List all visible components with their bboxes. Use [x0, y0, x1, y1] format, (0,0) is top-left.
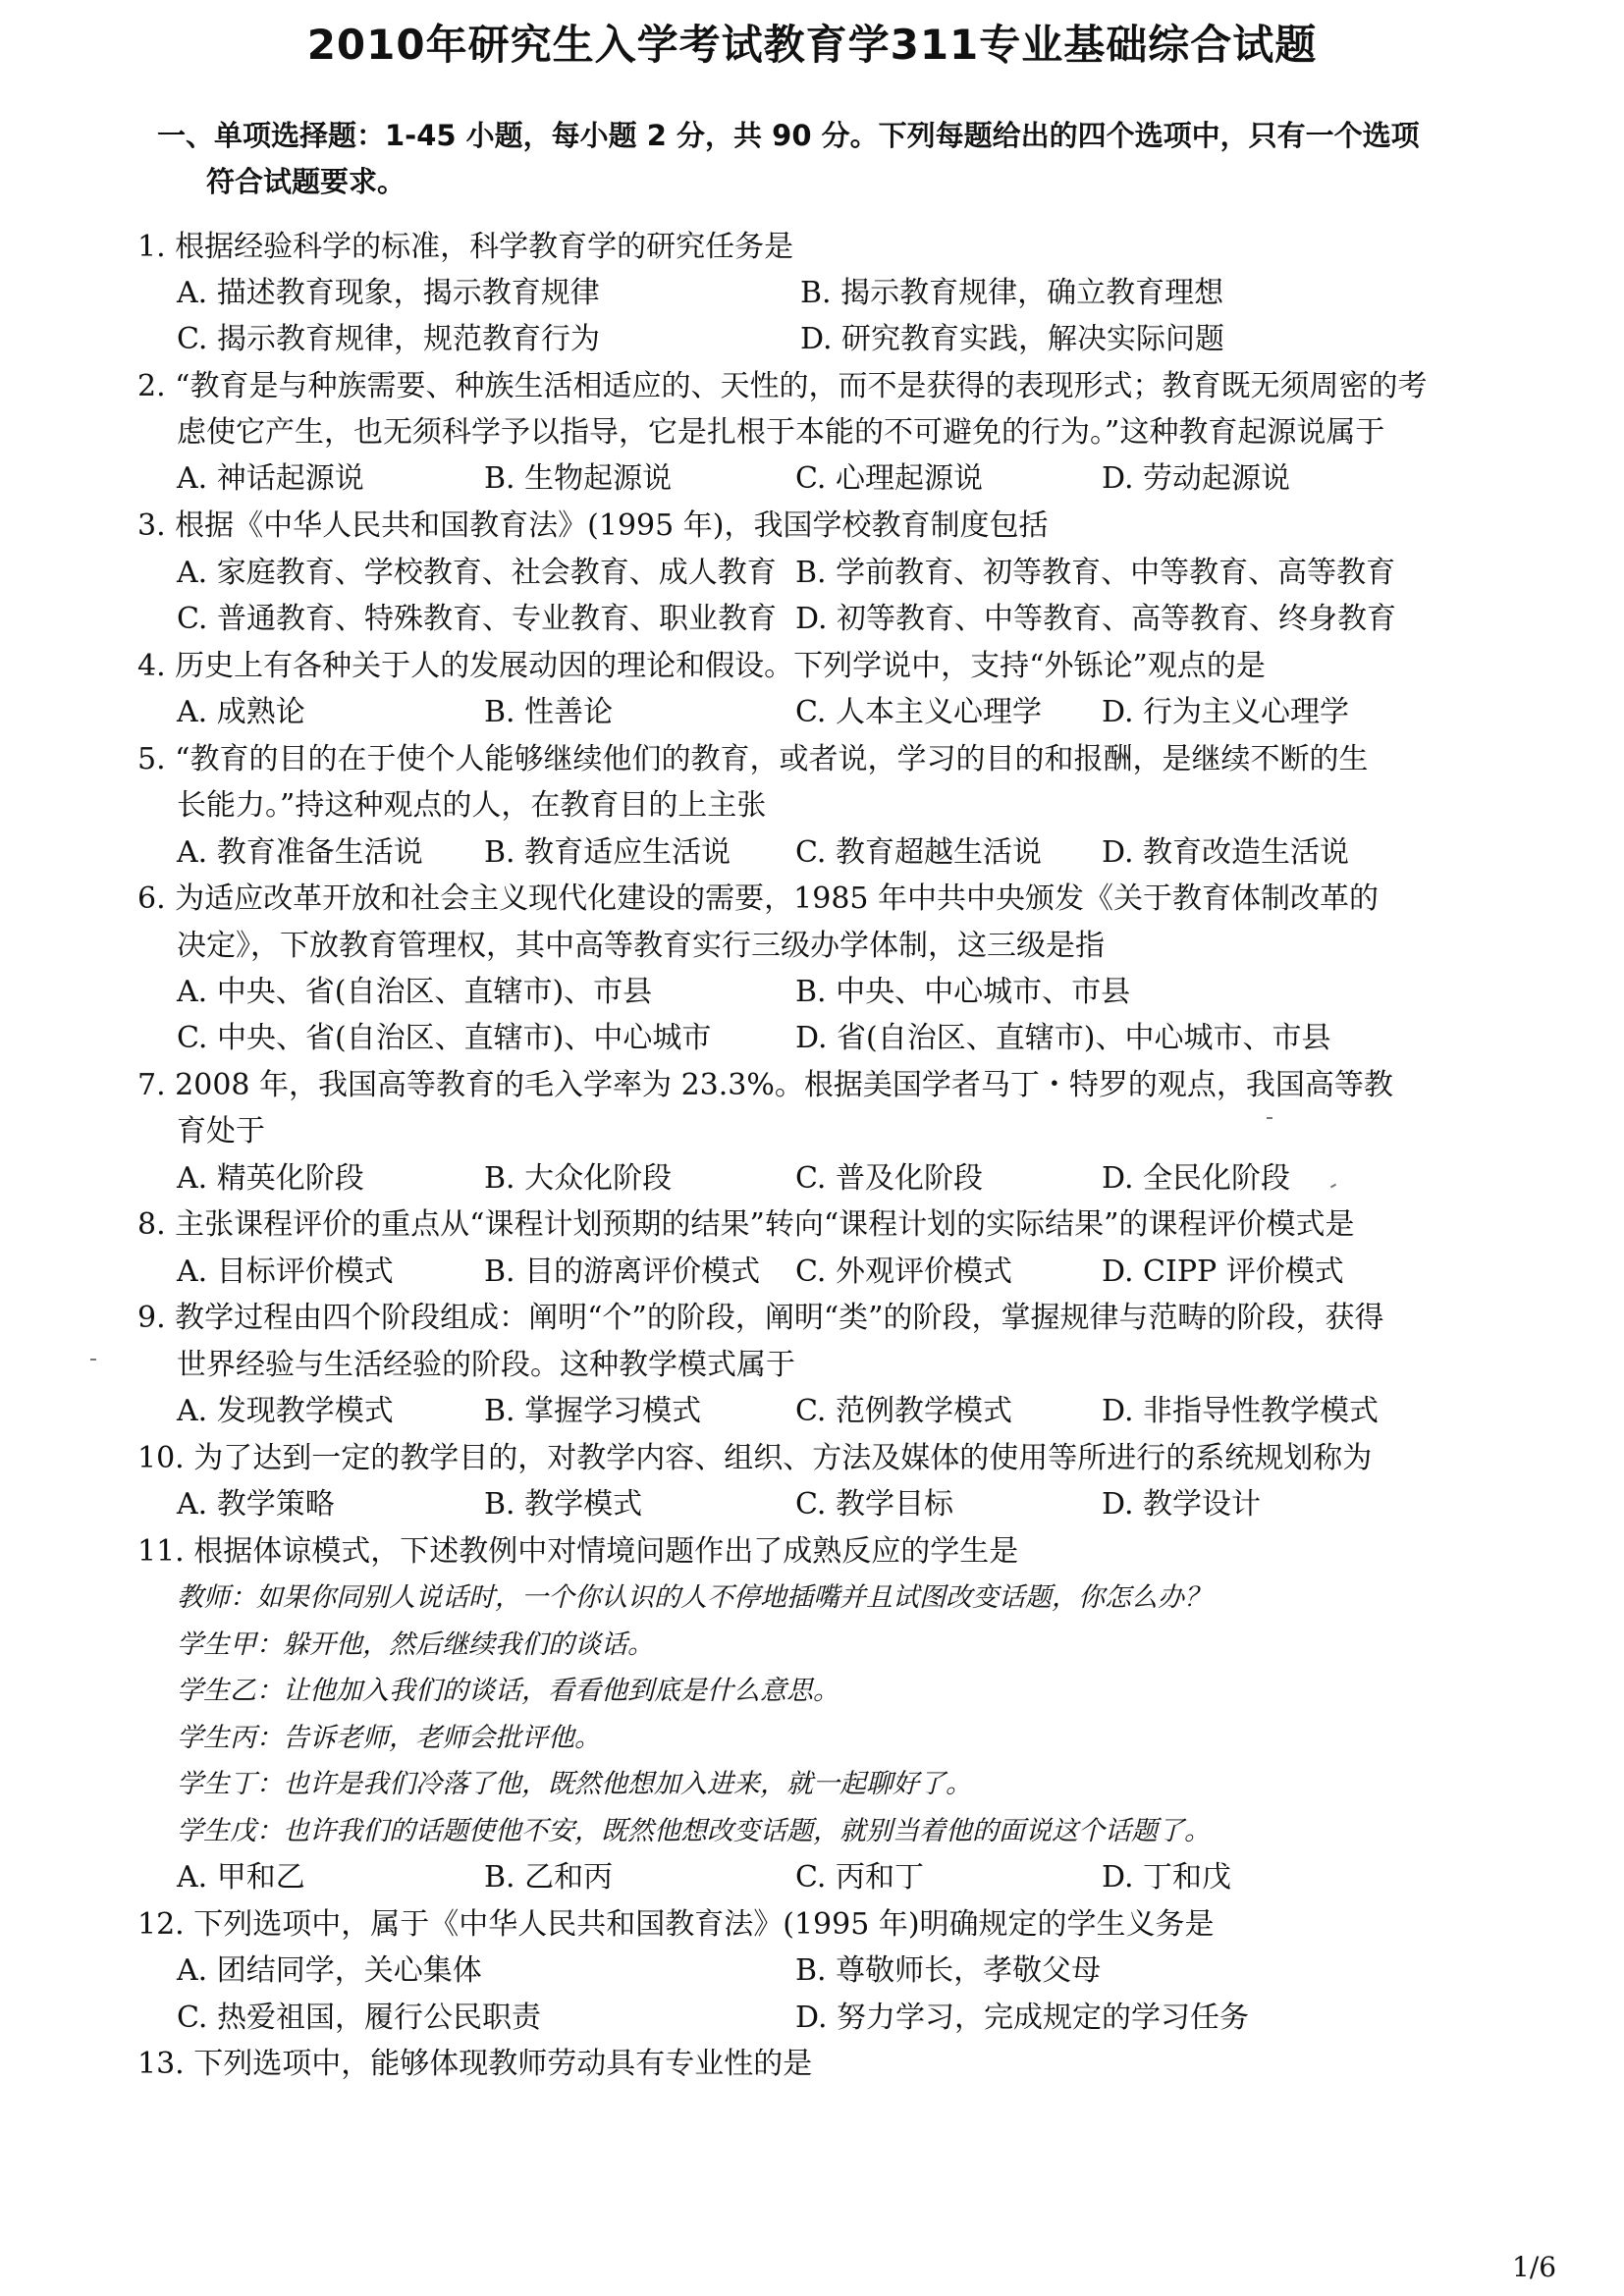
- question-5-option-d: D. 教育改造生活说: [1102, 835, 1350, 870]
- question-7-option-a: A. 精英化阶段: [177, 1161, 364, 1196]
- question-9-option-d: D. 非指导性教学模式: [1102, 1394, 1380, 1428]
- scan-speck: [90, 1359, 96, 1361]
- question-6-stem-line-1: 6. 为适应改革开放和社会主义现代化建设的需要，1985 年中共中央颁发《关于教育体制改革的: [137, 881, 1380, 916]
- question-1-option-d: D. 研究教育实践，解决实际问题: [800, 322, 1225, 356]
- question-11-student-bing: 学生丙：告诉老师，老师会批评他。: [177, 1723, 601, 1753]
- question-11-option-b: B. 乙和丙: [484, 1860, 614, 1895]
- question-7-option-b: B. 大众化阶段: [484, 1161, 673, 1196]
- question-3-option-d: D. 初等教育、中等教育、高等教育、终身教育: [795, 602, 1397, 636]
- question-5-option-a: A. 教育准备生活说: [177, 835, 423, 870]
- question-5-option-c: C. 教育超越生活说: [795, 835, 1042, 870]
- question-5-option-b: B. 教育适应生活说: [484, 835, 731, 870]
- section-instruction-line-1: 一、单项选择题：1-45 小题，每小题 2 分，共 90 分。下列每题给出的四个选项中，只有一个选项: [157, 119, 1420, 152]
- question-7-option-d: D. 全民化阶段: [1102, 1161, 1291, 1196]
- question-11-student-jia: 学生甲：躲开他，然后继续我们的谈话。: [177, 1629, 654, 1660]
- question-9-stem-line-1: 9. 教学过程由四个阶段组成：阐明“个”的阶段，阐明“类”的阶段，掌握规律与范畴的阶段，获得: [137, 1301, 1384, 1335]
- scan-speck: [1330, 1184, 1336, 1189]
- question-4-option-c: C. 人本主义心理学: [795, 695, 1042, 729]
- question-8-option-d: D. CIPP 评价模式: [1102, 1255, 1344, 1289]
- question-11-option-d: D. 丁和戊: [1102, 1860, 1232, 1895]
- question-9-option-a: A. 发现教学模式: [177, 1394, 394, 1428]
- question-2-option-c: C. 心理起源说: [795, 461, 983, 496]
- question-10-option-d: D. 教学设计: [1102, 1487, 1262, 1522]
- question-12-stem: 12. 下列选项中，属于《中华人民共和国教育法》(1995 年)明确规定的学生义务是: [137, 1907, 1215, 1942]
- question-10-option-c: C. 教学目标: [795, 1487, 953, 1522]
- section-instruction-line-2: 符合试题要求。: [206, 165, 406, 198]
- question-11-student-wu: 学生戊：也许我们的话题使他不安，既然他想改变话题，就别当着他的面说这个话题了。: [177, 1816, 1211, 1846]
- question-3-option-a: A. 家庭教育、学校教育、社会教育、成人教育: [177, 556, 777, 590]
- question-11-option-a: A. 甲和乙: [177, 1860, 305, 1895]
- question-3-stem: 3. 根据《中华人民共和国教育法》(1995 年)，我国学校教育制度包括: [137, 508, 1049, 543]
- question-8-option-b: B. 目的游离评价模式: [484, 1255, 761, 1289]
- scan-speck: [1267, 1117, 1272, 1119]
- question-3-option-b: B. 学前教育、初等教育、中等教育、高等教育: [795, 556, 1396, 590]
- question-10-option-a: A. 教学策略: [177, 1487, 335, 1522]
- question-12-option-c: C. 热爱祖国，履行公民职责: [177, 2001, 541, 2035]
- page-number: 1/6: [1512, 2251, 1557, 2283]
- question-12-option-d: D. 努力学习，完成规定的学习任务: [795, 2001, 1250, 2035]
- question-4-option-a: A. 成熟论: [177, 695, 305, 729]
- question-10-stem: 10. 为了达到一定的教学目的，对教学内容、组织、方法及媒体的使用等所进行的系统规划称为: [137, 1441, 1373, 1475]
- question-10-option-b: B. 教学模式: [484, 1487, 643, 1522]
- question-2-stem-line-1: 2. “教育是与种族需要、种族生活相适应的、天性的，而不是获得的表现形式；教育既无须周密的考: [137, 369, 1428, 403]
- question-5-stem-line-1: 5. “教育的目的在于使个人能够继续他们的教育，或者说，学习的目的和报酬，是继续不断的生: [137, 742, 1369, 776]
- question-2-stem-line-2: 虑使它产生，也无须科学予以指导，它是扎根于本能的不可避免的行为。”这种教育起源说属于: [177, 415, 1385, 450]
- question-7-option-c: C. 普及化阶段: [795, 1161, 983, 1196]
- question-2-option-d: D. 劳动起源说: [1102, 461, 1291, 496]
- question-9-stem-line-2: 世界经验与生活经验的阶段。这种教学模式属于: [177, 1348, 795, 1382]
- question-6-option-a: A. 中央、省(自治区、直辖市)、市县: [177, 975, 653, 1009]
- question-4-stem: 4. 历史上有各种关于人的发展动因的理论和假设。下列学说中，支持“外铄论”观点的是: [137, 649, 1266, 683]
- question-2-option-b: B. 生物起源说: [484, 461, 673, 496]
- question-9-option-c: C. 范例教学模式: [795, 1394, 1012, 1428]
- question-5-stem-line-2: 长能力。”持这种观点的人，在教育目的上主张: [177, 788, 767, 823]
- question-6-stem-line-2: 决定》，下放教育管理权，其中高等教育实行三级办学体制，这三级是指: [177, 929, 1105, 963]
- question-11-teacher-line: 教师：如果你同别人说话时，一个你认识的人不停地插嘴并且试图改变话题，你怎么办？: [177, 1582, 1211, 1613]
- section-heading: [157, 113, 1532, 205]
- question-12-option-b: B. 尊敬师长，孝敬父母: [795, 1953, 1102, 1988]
- question-1-option-b: B. 揭示教育规律，确立教育理想: [800, 276, 1224, 310]
- question-12-option-a: A. 团结同学，关心集体: [177, 1953, 482, 1988]
- question-11-stem: 11. 根据体谅模式，下述教例中对情境问题作出了成熟反应的学生是: [137, 1534, 1019, 1569]
- question-3-option-c: C. 普通教育、特殊教育、专业教育、职业教育: [177, 602, 777, 636]
- question-4-option-b: B. 性善论: [484, 695, 614, 729]
- question-6-option-c: C. 中央、省(自治区、直辖市)、中心城市: [177, 1021, 712, 1055]
- question-4-option-d: D. 行为主义心理学: [1102, 695, 1350, 729]
- question-8-option-a: A. 目标评价模式: [177, 1255, 394, 1289]
- question-1-option-c: C. 揭示教育规律，规范教育行为: [177, 322, 600, 356]
- question-6-option-d: D. 省(自治区、直辖市)、中心城市、市县: [795, 1021, 1331, 1055]
- question-8-option-c: C. 外观评价模式: [795, 1255, 1012, 1289]
- page-title: 2010年研究生入学考试教育学311专业基础综合试题: [306, 21, 1318, 69]
- question-11-student-yi: 学生乙：让他加入我们的谈话，看看他到底是什么意思。: [177, 1676, 839, 1706]
- question-8-stem: 8. 主张课程评价的重点从“课程计划预期的结果”转向“课程计划的实际结果”的课程评价模式是: [137, 1207, 1355, 1242]
- question-9-option-b: B. 掌握学习模式: [484, 1394, 702, 1428]
- question-7-stem-line-2: 育处于: [177, 1114, 265, 1148]
- question-2-option-a: A. 神话起源说: [177, 461, 364, 496]
- question-1-stem: 1. 根据经验科学的标准，科学教育学的研究任务是: [137, 230, 794, 264]
- question-1-option-a: A. 描述教育现象，揭示教育规律: [177, 276, 600, 310]
- question-7-stem-line-1: 7. 2008 年，我国高等教育的毛入学率为 23.3%。根据美国学者马丁・特罗的观点，我国高等教: [137, 1068, 1393, 1102]
- question-6-option-b: B. 中央、中心城市、市县: [795, 975, 1131, 1009]
- question-13-stem: 13. 下列选项中，能够体现教师劳动具有专业性的是: [137, 2047, 813, 2081]
- question-11-student-ding: 学生丁：也许是我们冷落了他，既然他想加入进来，就一起聊好了。: [177, 1769, 972, 1799]
- question-11-option-c: C. 丙和丁: [795, 1860, 924, 1895]
